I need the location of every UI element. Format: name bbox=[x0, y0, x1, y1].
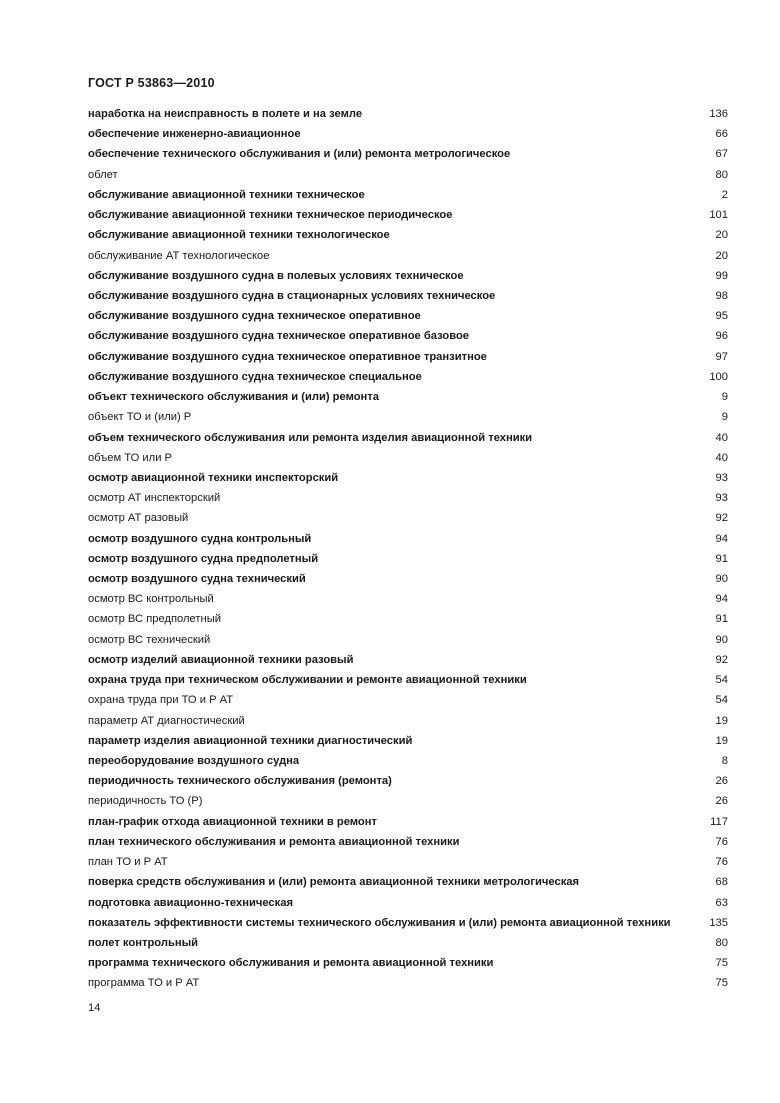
index-entry-term: программа технического обслуживания и ремонта авиационной техники bbox=[88, 957, 494, 970]
index-entry-term: обслуживание авиационной техники техническое периодическое bbox=[88, 209, 453, 222]
index-entry-row bbox=[88, 290, 728, 310]
index-entry-page-number: 92 bbox=[715, 653, 728, 666]
index-entry-term: переоборудование воздушного судна bbox=[88, 755, 300, 767]
index-entry-term: план-график отхода авиационной техники в ремонт bbox=[88, 815, 377, 828]
index-entry-page-number: 95 bbox=[715, 310, 728, 323]
index-entry-page-number: 66 bbox=[715, 128, 728, 141]
index-entry-page-number: 91 bbox=[715, 552, 728, 565]
index-entry-row bbox=[88, 613, 728, 633]
index-entry-term: облет bbox=[88, 168, 118, 181]
index-entry-row bbox=[88, 512, 728, 532]
index-entry-page-number: 80 bbox=[715, 168, 728, 181]
index-entry-page-number: 9 bbox=[721, 391, 728, 404]
index-entry-page-number: 90 bbox=[715, 633, 728, 646]
index-entry-row bbox=[88, 391, 728, 411]
index-entry-row bbox=[88, 735, 728, 755]
index-entry-row bbox=[88, 492, 728, 512]
index-entry-page-number: 90 bbox=[715, 573, 728, 586]
index-entry-row bbox=[88, 108, 728, 128]
index-entry-page-number: 54 bbox=[715, 674, 728, 687]
index-entry-page-number: 40 bbox=[715, 431, 728, 444]
index-entry-row bbox=[88, 876, 728, 896]
index-entry-row bbox=[88, 351, 728, 371]
index-entry-term: обслуживание воздушного судна техническое специальное bbox=[88, 370, 422, 383]
index-entry-page-number: 19 bbox=[715, 734, 728, 747]
index-entry-term: объект технического обслуживания и (или) ремонта bbox=[88, 391, 380, 404]
alphabetical-index-list bbox=[88, 108, 728, 998]
index-entry-term: обслуживание авиационной техники технологическое bbox=[88, 229, 390, 242]
index-entry-term: осмотр воздушного судна контрольный bbox=[88, 532, 312, 545]
index-entry-term: обслуживание воздушного судна техническое оперативное транзитное bbox=[88, 350, 487, 363]
index-entry-term: периодичность технического обслуживания (ремонта) bbox=[88, 775, 392, 788]
index-entry-term: план технического обслуживания и ремонта авиационной техники bbox=[88, 835, 460, 848]
index-entry-page-number: 54 bbox=[715, 694, 728, 707]
index-entry-term: обслуживание воздушного судна техническое оперативное базовое bbox=[88, 330, 470, 343]
index-entry-term: параметр АТ диагностический bbox=[88, 714, 245, 727]
index-entry-page-number: 117 bbox=[710, 815, 728, 828]
index-entry-row bbox=[88, 977, 728, 997]
index-entry-term: показатель эффективности системы технического обслуживания и (или) ремонта авиационной техники bbox=[88, 916, 671, 929]
index-entry-term: охрана труда при ТО и Р АТ bbox=[88, 694, 234, 707]
index-entry-row bbox=[88, 128, 728, 148]
index-entry-term: поверка средств обслуживания и (или) ремонта авиационной техники метрологическая bbox=[88, 876, 580, 889]
index-entry-row bbox=[88, 452, 728, 472]
page-number-footer: 14 bbox=[88, 1002, 101, 1014]
index-entry-term: осмотр ВС контрольный bbox=[88, 593, 214, 606]
index-entry-row bbox=[88, 937, 728, 957]
index-entry-page-number: 67 bbox=[715, 148, 728, 161]
index-entry-row bbox=[88, 856, 728, 876]
index-entry-row bbox=[88, 472, 728, 492]
index-entry-row bbox=[88, 148, 728, 168]
index-entry-term: охрана труда при техническом обслуживании и ремонте авиационной техники bbox=[88, 674, 527, 687]
index-entry-row bbox=[88, 573, 728, 593]
index-entry-page-number: 68 bbox=[715, 876, 728, 889]
index-entry-row bbox=[88, 957, 728, 977]
index-entry-term: план ТО и Р АТ bbox=[88, 856, 168, 869]
index-entry-row bbox=[88, 310, 728, 330]
index-entry-row bbox=[88, 371, 728, 391]
index-entry-page-number: 91 bbox=[715, 613, 728, 626]
index-entry-row bbox=[88, 917, 728, 937]
index-entry-page-number: 26 bbox=[715, 775, 728, 788]
index-entry-row bbox=[88, 694, 728, 714]
index-entry-term: наработка на неисправность в полете и на земле bbox=[88, 108, 363, 120]
index-entry-page-number: 8 bbox=[721, 755, 728, 767]
index-entry-row bbox=[88, 533, 728, 553]
index-entry-row bbox=[88, 553, 728, 573]
index-entry-page-number: 100 bbox=[709, 370, 728, 383]
index-entry-page-number: 93 bbox=[715, 492, 728, 505]
index-entry-page-number: 96 bbox=[715, 330, 728, 343]
index-entry-term: обеспечение инженерно-авиационное bbox=[88, 128, 301, 141]
index-entry-term: обслуживание воздушного судна в стационарных условиях техническое bbox=[88, 289, 496, 302]
index-entry-row bbox=[88, 270, 728, 290]
index-entry-page-number: 75 bbox=[715, 977, 728, 990]
index-entry-term: объем ТО или Р bbox=[88, 451, 173, 464]
index-entry-page-number: 135 bbox=[709, 916, 728, 929]
index-entry-page-number: 101 bbox=[709, 209, 728, 222]
index-entry-term: подготовка авиационно-техническая bbox=[88, 896, 293, 909]
index-entry-term: осмотр ВС предполетный bbox=[88, 613, 222, 626]
index-entry-term: осмотр воздушного судна технический bbox=[88, 573, 306, 586]
index-entry-page-number: 80 bbox=[715, 936, 728, 949]
index-entry-term: объем технического обслуживания или ремонта изделия авиационной техники bbox=[88, 431, 533, 444]
index-entry-row bbox=[88, 816, 728, 836]
index-entry-row bbox=[88, 775, 728, 795]
index-entry-row bbox=[88, 432, 728, 452]
index-entry-term: обеспечение технического обслуживания и (или) ремонта метрологическое bbox=[88, 148, 511, 161]
index-entry-page-number: 26 bbox=[715, 795, 728, 808]
index-entry-term: периодичность ТО (Р) bbox=[88, 795, 203, 808]
index-entry-term: осмотр изделий авиационной техники разовый bbox=[88, 653, 354, 666]
index-entry-row bbox=[88, 634, 728, 654]
index-entry-term: обслуживание воздушного судна техническое оперативное bbox=[88, 310, 421, 323]
index-entry-row bbox=[88, 330, 728, 350]
index-entry-term: программа ТО и Р АТ bbox=[88, 977, 200, 990]
index-entry-page-number: 75 bbox=[715, 957, 728, 970]
index-entry-page-number: 9 bbox=[721, 411, 728, 424]
index-entry-page-number: 99 bbox=[715, 269, 728, 282]
index-entry-page-number: 94 bbox=[715, 593, 728, 606]
index-entry-term: объект ТО и (или) Р bbox=[88, 411, 192, 424]
index-entry-page-number: 40 bbox=[715, 451, 728, 464]
index-entry-term: осмотр ВС технический bbox=[88, 633, 211, 646]
index-entry-row bbox=[88, 169, 728, 189]
index-entry-term: обслуживание АТ технологическое bbox=[88, 249, 270, 262]
index-entry-term: параметр изделия авиационной техники диагностический bbox=[88, 734, 413, 747]
index-entry-term: осмотр АТ разовый bbox=[88, 512, 189, 525]
index-entry-row bbox=[88, 250, 728, 270]
index-entry-term: обслуживание авиационной техники техническое bbox=[88, 188, 365, 201]
index-entry-row bbox=[88, 411, 728, 431]
index-entry-term: обслуживание воздушного судна в полевых условиях техническое bbox=[88, 269, 464, 282]
document-standard-header: ГОСТ Р 53863—2010 bbox=[88, 76, 215, 90]
index-entry-page-number: 63 bbox=[715, 896, 728, 909]
index-entry-page-number: 93 bbox=[715, 471, 728, 484]
index-entry-row bbox=[88, 755, 728, 775]
index-entry-term: осмотр АТ инспекторский bbox=[88, 492, 221, 505]
index-entry-row bbox=[88, 897, 728, 917]
index-entry-row bbox=[88, 836, 728, 856]
index-entry-row bbox=[88, 229, 728, 249]
index-entry-term: осмотр воздушного судна предполетный bbox=[88, 552, 319, 565]
index-entry-page-number: 97 bbox=[715, 350, 728, 363]
index-entry-page-number: 94 bbox=[715, 532, 728, 545]
index-entry-row bbox=[88, 715, 728, 735]
index-entry-page-number: 98 bbox=[715, 289, 728, 302]
index-entry-row bbox=[88, 209, 728, 229]
index-entry-row bbox=[88, 795, 728, 815]
index-entry-page-number: 76 bbox=[715, 856, 728, 869]
index-entry-page-number: 92 bbox=[715, 512, 728, 525]
index-entry-row bbox=[88, 674, 728, 694]
index-entry-page-number: 19 bbox=[715, 714, 728, 727]
index-entry-page-number: 2 bbox=[721, 188, 728, 201]
index-entry-page-number: 20 bbox=[715, 249, 728, 262]
index-entry-term: полет контрольный bbox=[88, 936, 199, 949]
index-entry-row bbox=[88, 189, 728, 209]
index-entry-term: осмотр авиационной техники инспекторский bbox=[88, 471, 339, 484]
index-entry-row bbox=[88, 654, 728, 674]
index-entry-page-number: 76 bbox=[715, 835, 728, 848]
index-entry-row bbox=[88, 593, 728, 613]
index-entry-page-number: 20 bbox=[715, 229, 728, 242]
index-entry-page-number: 136 bbox=[709, 108, 728, 120]
